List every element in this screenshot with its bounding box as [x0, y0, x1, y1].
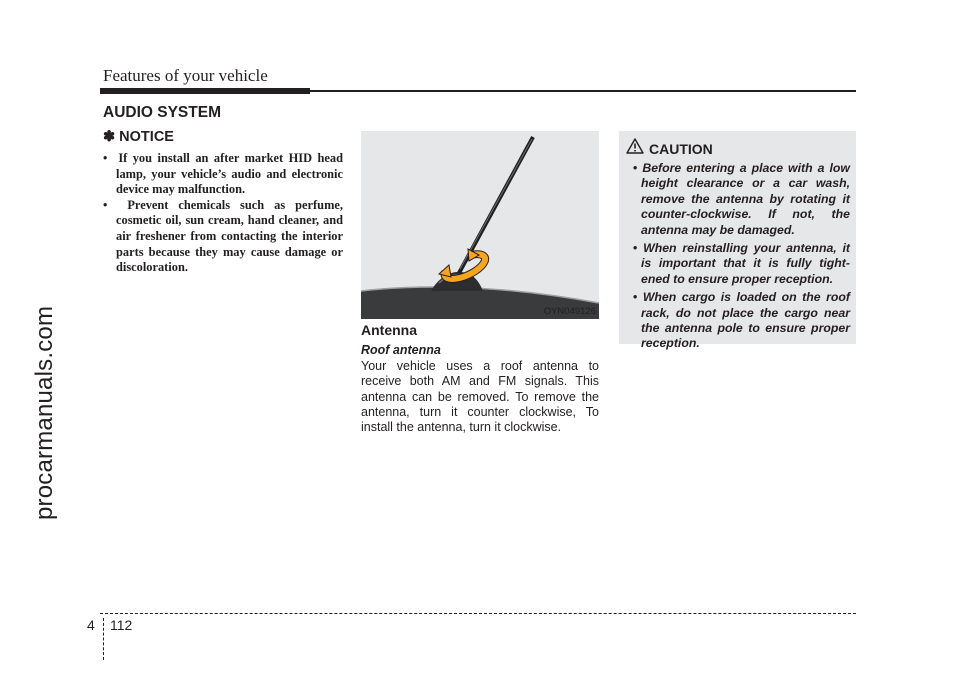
caution-title: CAUTION	[649, 141, 713, 157]
notice-item: • Prevent chemicals such as perfume, cosmetic oil, sun cream, hand cleaner, and air freshener from contacting the interior parts because they may cause damage or discoloration.	[103, 198, 343, 276]
antenna-body-text: Your vehicle uses a roof antenna to receive both AM and FM signals. This antenna can be removed. To remove the antenna, turn it counter clockwise, To install the antenna, turn it clockwise.	[361, 359, 599, 435]
notice-list	[103, 151, 343, 276]
page-number: 112	[110, 617, 133, 633]
roof-antenna-illustration	[361, 131, 599, 319]
header-rule-thin	[310, 90, 856, 92]
caution-box	[619, 131, 856, 351]
antenna-subheading: Roof antenna	[361, 343, 441, 357]
header-rule-thick	[100, 88, 310, 94]
page-header-title: Features of your vehicle	[103, 66, 268, 85]
side-watermark: procarmanuals.com	[31, 305, 58, 520]
warning-triangle-icon	[626, 138, 644, 154]
chapter-number: 4	[87, 617, 95, 633]
section-title: AUDIO SYSTEM	[103, 104, 221, 121]
caution-list	[626, 161, 850, 355]
bottom-watermark: carmanualsonline.info	[536, 671, 751, 696]
caution-item: • When reinstalling your antenna, it is important that it is fully tight- ened to ensure proper reception.	[626, 241, 850, 287]
notice-title: ✽ NOTICE	[103, 129, 174, 145]
notice-item: • If you install an after market HID head lamp, your vehicle’s audio and electronic device may malfunction.	[103, 151, 343, 198]
footer-page-divider	[103, 618, 104, 660]
figure-code: OYN049126	[543, 306, 596, 317]
antenna-figure	[361, 131, 599, 319]
footer-divider	[100, 613, 856, 614]
antenna-heading: Antenna	[361, 322, 417, 338]
caution-item: • When cargo is loaded on the roof rack, do not place the cargo near the antenna pole to ensure proper reception.	[626, 290, 850, 352]
caution-item: • Before entering a place with a low height clearance or a car wash, remove the antenna by rotating it counter-clockwise. If not, the antenna may be damaged.	[626, 161, 850, 238]
